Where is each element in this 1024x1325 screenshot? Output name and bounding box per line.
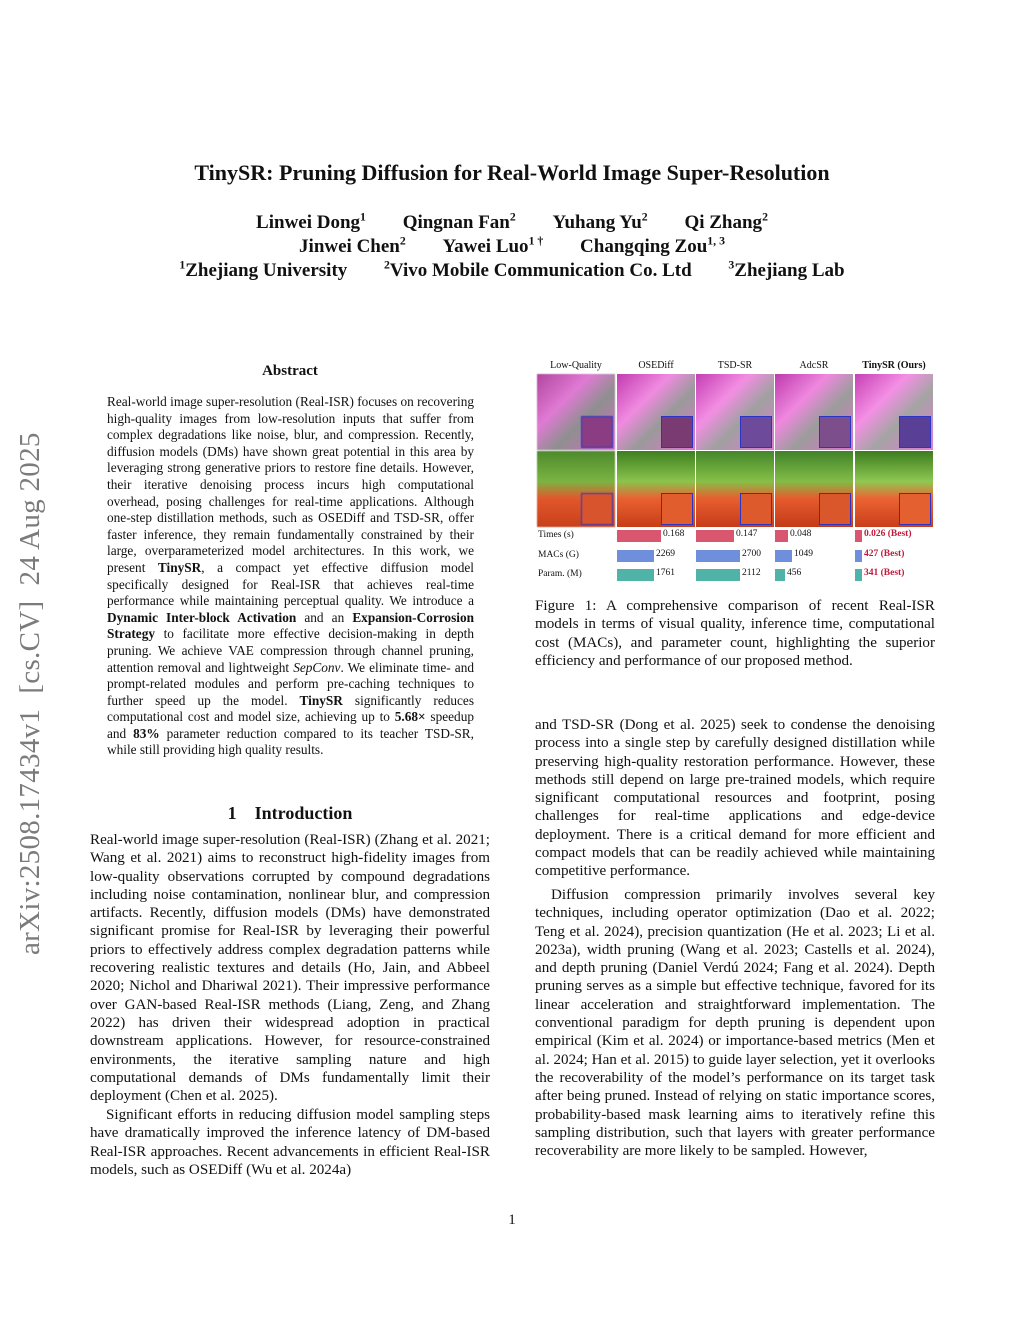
metric-value-label: 0.147 bbox=[736, 529, 758, 539]
arxiv-identifier[interactable]: arXiv:2508.17434v1 [cs.CV] 24 Aug 2025 bbox=[14, 432, 46, 955]
affiliation-line bbox=[0, 260, 1024, 282]
metric-value-label: 0.026 (Best) bbox=[864, 529, 912, 539]
metric-value-label: 341 (Best) bbox=[864, 568, 905, 578]
author: Changqing Zou$^{1, 3}$ bbox=[580, 234, 725, 257]
column-label: Low-Quality bbox=[550, 360, 602, 371]
image-tile-tinysr-robot bbox=[855, 374, 933, 450]
metric-bar bbox=[855, 550, 862, 562]
image-tile-low-quality-robot bbox=[537, 374, 615, 450]
metric-label-params: Param. (M) bbox=[538, 569, 582, 579]
figure-caption: Figure 1: A comprehensive comparison of recent Real-ISR models in terms of visual quality, inference time, computational cost (MACs), and parameter count, highlighting the superior efficiency and performance of our proposed method. bbox=[535, 598, 935, 669]
author-line-1 bbox=[0, 212, 1024, 234]
image-tile-tsdsr-robot bbox=[696, 374, 774, 450]
abstract-text: Real-world image super-resolution (Real-ISR) focuses on recovering high-quality images from low-resolution inputs that suffer from complex degradations like noise, blur, and compression. Recently, diffusion models (DMs) have shown great potential in this area by leveraging strong generative priors to restore fine details. However, their iterative denoising process incurs high computational overhead, posing challenges for real-time applications. Although one-step distillation methods, such as OSEDiff and TSD-SR, offer faster inference, they remain fundamentally constrained by their large, overparameterized model architectures. In this work, we present TinySR, a compact yet effective diffusion model specifically designed for Real-ISR that achieves real-time performance while maintaining perceptual quality. We introduce a Dynamic Inter-block Activation and an Expansion-Corrosion Strategy to facilitate more effective decision-making in depth pruning. We achieve VAE compression through channel pruning, attention removal and lightweight SepConv. We eliminate time- and prompt-related modules and perform pre-caching techniques to further speed up the model. TinySR significantly reduces computational cost and model size, achieving up to 5.68× speedup and 83% parameter reduction compared to its teacher TSD-SR, while still providing high quality results. bbox=[107, 394, 474, 758]
metric-value-label: 1049 bbox=[794, 549, 813, 559]
metric-value-label: 2112 bbox=[742, 568, 761, 578]
metric-bar bbox=[855, 530, 862, 542]
metric-value-label: 0.048 bbox=[790, 529, 812, 539]
metric-bar bbox=[775, 530, 788, 542]
author: Yawei Luo$^{1 \dagger}$ bbox=[442, 234, 544, 257]
image-tile-low-quality-flower bbox=[537, 451, 615, 527]
intro-paragraph-2: Significant efforts in reducing diffusion model sampling steps have dramatically improved the inference latency of DM-based Real-ISR approaches. Recent advancements in efficient Real-ISR models, such as OSEDiff (Wu et al. 2024a) bbox=[90, 1107, 490, 1178]
author: Jinwei Chen$^2$ bbox=[299, 234, 406, 257]
section-number: 1 bbox=[227, 803, 237, 823]
metric-value-label: 1761 bbox=[656, 568, 675, 578]
column-label: TinySR (Ours) bbox=[862, 360, 926, 371]
image-tile-osediff-robot bbox=[617, 374, 695, 450]
metric-bar bbox=[775, 569, 785, 581]
affiliation: $^2$Vivo Mobile Communication Co. Ltd bbox=[384, 258, 692, 281]
image-tile-tsdsr-flower bbox=[696, 451, 774, 527]
figure-1 bbox=[535, 356, 935, 586]
metric-value-label: 0.168 bbox=[663, 529, 685, 539]
metric-bar bbox=[696, 569, 740, 581]
paper-title: TinySR: Pruning Diffusion for Real-World Image Super-Resolution bbox=[194, 160, 830, 185]
abstract-heading: Abstract bbox=[262, 363, 318, 379]
metric-value-label: 456 bbox=[787, 568, 802, 578]
intro-paragraph-1: Real-world image super-resolution (Real-ISR) (Zhang et al. 2021; Wang et al. 2021) aims to reconstruct high-fidelity images from low-quality observations corrupted by compound degradations including noise contamination, nonlinear blur, and compression artifacts. Recently, diffusion models (DMs) have demonstrated significant promise for Real-ISR by leveraging their powerful priors to effectively address complex degradation patterns while recovering realistic textures and details (Ho, Jain, and Abbeel 2020; Nichol and Dhariwal 2021). Their impressive performance over GAN-based Real-ISR methods (Liang, Zeng, and Zhang 2022) has driven their widespread adoption in practical downstream applications. However, for resource-constrained environments, the iterative sampling nature and high computational demands of DMs fundamentally limit their deployment (Chen et al. 2025). bbox=[90, 832, 490, 1105]
section-title: Introduction bbox=[254, 803, 353, 823]
author: Qi Zhang$^2$ bbox=[684, 210, 768, 233]
column-label: OSEDiff bbox=[638, 360, 674, 371]
metric-value-label: 427 (Best) bbox=[864, 549, 905, 559]
metric-bar bbox=[617, 550, 654, 562]
section-heading-introduction bbox=[90, 803, 490, 824]
metric-label-time: Times (s) bbox=[538, 530, 574, 540]
metric-label-macs: MACs (G) bbox=[538, 550, 579, 560]
metric-value-label: 2700 bbox=[742, 549, 761, 559]
author: Qingnan Fan$^2$ bbox=[402, 210, 516, 233]
metric-bar bbox=[617, 530, 661, 542]
metric-bar bbox=[696, 550, 740, 562]
image-tile-osediff-flower bbox=[617, 451, 695, 527]
image-tile-adcsr-flower bbox=[775, 451, 853, 527]
metric-bar bbox=[617, 569, 654, 581]
affiliation: $^3$Zhejiang Lab bbox=[728, 258, 845, 281]
right-paragraph-1: and TSD-SR (Dong et al. 2025) seek to condense the denoising process into a single step by carefully designed distillation while preserving high-quality restoration performance. However, these methods still depend on large pre-trained models, which require significant computational resources and footprint, posing challenges for real-time applications and edge-device deployment. There is a critical demand for more efficient and compact models that can be readily achieved while maintaining competitive performance. bbox=[535, 717, 935, 880]
page-number: 1 bbox=[508, 1212, 516, 1228]
column-label: TSD-SR bbox=[717, 360, 753, 371]
author: Yuhang Yu$^2$ bbox=[552, 210, 648, 233]
affiliation: $^1$Zhejiang University bbox=[179, 258, 348, 281]
author-line-2 bbox=[0, 236, 1024, 258]
metric-bar bbox=[775, 550, 792, 562]
image-tile-adcsr-robot bbox=[775, 374, 853, 450]
metric-value-label: 2269 bbox=[656, 549, 675, 559]
author: Linwei Dong$^1$ bbox=[256, 210, 366, 233]
metric-bar bbox=[696, 530, 734, 542]
metric-bar bbox=[855, 569, 862, 581]
image-tile-tinysr-flower bbox=[855, 451, 933, 527]
right-paragraph-2: Diffusion compression primarily involves several key techniques, including operator optimization (Dao et al. 2022; Teng et al. 2024), precision quantization (He et al. 2023; Li et al. 2023a), width pruning (Wang et al. 2023; Castells et al. 2024), and depth pruning (Daniel Verdú 2024; Fang et al. 2024). Depth pruning serves as a simple but effective technique, favored for its linear acceleration and straightforward implementation. The conventional paradigm for depth pruning is dependent upon empirical (Kim et al. 2024) or importance-based metrics (Men et al. 2024; Han et al. 2015) to guide layer selection, yet it overlooks the recoverability of the model’s performance on its target task after being pruned. Instead of relying on static importance scores, probability-based mask learning aims to iteratively refine this sampling distribution, such that layers with greater performance recoverability are more likely to be sampled. However, bbox=[535, 887, 935, 1160]
column-label: AdcSR bbox=[799, 360, 829, 371]
